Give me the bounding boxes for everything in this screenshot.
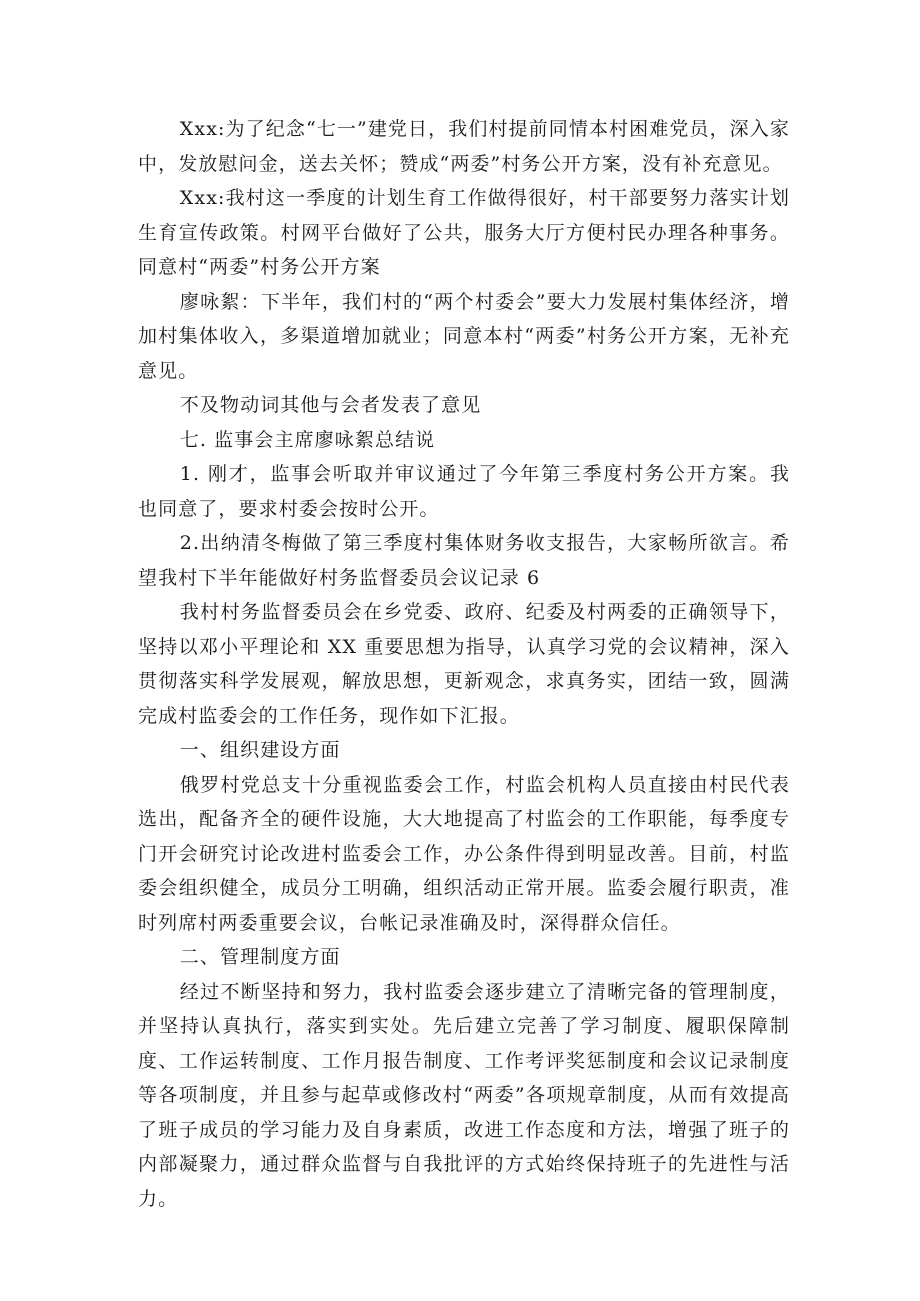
paragraph: 2.出纳清冬梅做了第三季度村集体财务收支报告，大家畅所欲言。希望我村下半年能做好村务监督委员会议记录 6 (138, 532, 790, 589)
document-body (138, 112, 790, 1216)
paragraph: 廖咏絮：下半年，我们村的“两个村委会”要大力发展村集体经济，增加村集体收入，多渠道增加就业；同意本村“两委”村务公开方案，无补充意见。 (138, 290, 790, 382)
section-heading: 七. 监事会主席廖咏絮总结说 (179, 428, 436, 451)
paragraph: Xxx:我村这一季度的计划生育工作做得很好，村干部要努力落实计划生育宣传政策。村网平台做好了公共，服务大厅方便村民办理各种事务。同意村“两委”村务公开方案 (138, 187, 790, 278)
paragraph: 俄罗村党总支十分重视监委会工作，村监会机构人员直接由村民代表选出，配备齐全的硬件设施，大大地提高了村监会的工作职能，每季度专门开会研究讨论改进村监委会工作，办公条件得到明显改善。目前，村监委会组织健全，成员分工明确，组织活动正常开展。监委会履行职责，准时列席村两委重要会议，台帐记录准确及时，深得群众信任。 (138, 773, 790, 934)
section-heading: 二、管理制度方面 (179, 946, 341, 968)
paragraph: 我村村务监督委员会在乡党委、政府、纪委及村两委的正确领导下，坚持以邓小平理论和 XX 重要思想为指导，认真学习党的会议精神，深入贯彻落实科学发展观，解放思想，更新观念，求真务实，团结一致，圆满完成村监委会的工作任务，现作如下汇报。 (138, 601, 790, 727)
section-heading: 一、组织建设方面 (179, 739, 341, 761)
paragraph: 不及物动词其他与会者发表了意见 (179, 394, 482, 416)
paragraph: Xxx:为了纪念“七一”建党日，我们村提前同情本村困难党员，深入家中，发放慰问金，送去关怀；赞成“两委”村务公开方案，没有补充意见。 (138, 118, 790, 175)
paragraph: 1. 刚才，监事会听取并审议通过了今年第三季度村务公开方案。我也同意了，要求村委会按时公开。 (138, 463, 790, 520)
paragraph: 经过不断坚持和努力，我村监委会逐步建立了清晰完备的管理制度，并坚持认真执行，落实到实处。先后建立完善了学习制度、履职保障制度、工作运转制度、工作月报告制度、工作考评奖惩制度和会议记录制度等各项制度，并且参与起草或修改村“两委”各项规章制度，从而有效提高了班子成员的学习能力及自身素质，改进工作态度和方法，增强了班子的内部凝聚力，通过群众监督与自我批评的方式始终保持班子的先进性与活力。 (138, 980, 790, 1210)
